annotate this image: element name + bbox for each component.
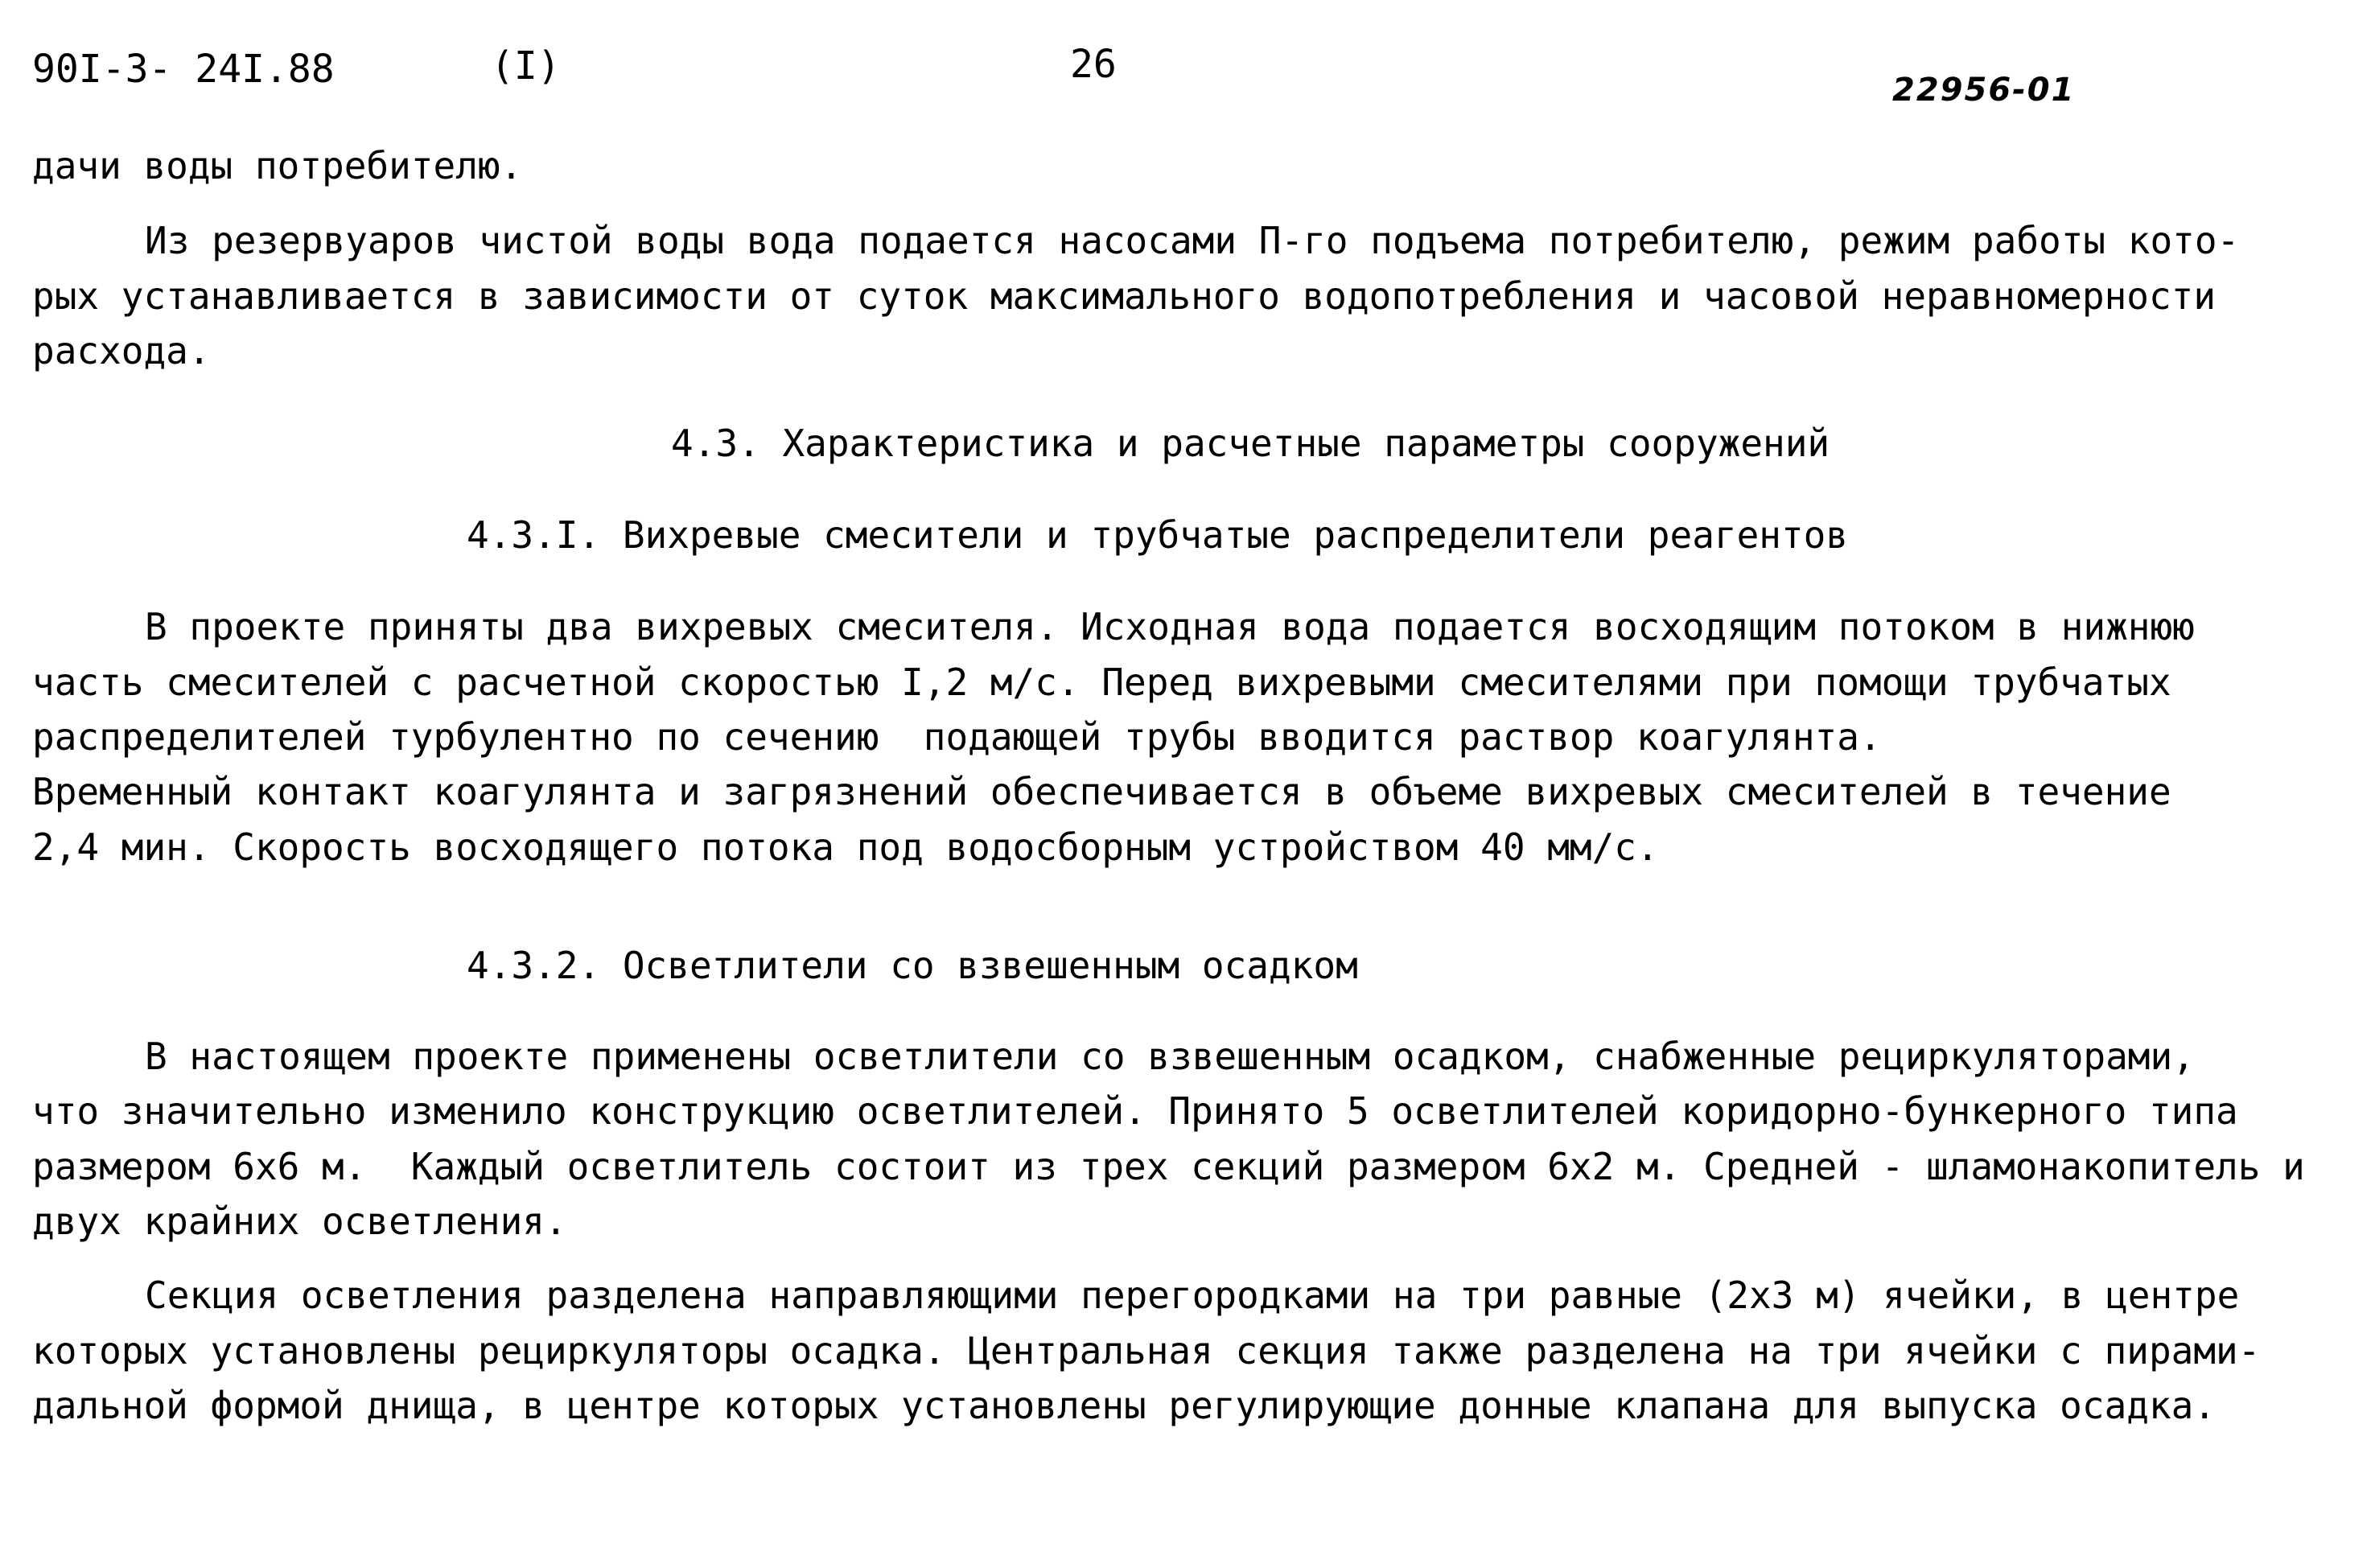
paragraph-line: распределителей турбулентно по сечению подающей трубы вводится раствор коагулянта. [32, 715, 1882, 759]
paragraph-line: Из резервуаров чистой воды вода подается насосами П-го подъема потребителю, режим работы кото- [145, 219, 2240, 262]
section-heading-4-3-1: 4.3.I. Вихревые смесители и трубчатые распределители реагентов [467, 513, 1849, 557]
document-code: 90I-3- 24I.88 [32, 47, 335, 92]
continuation-line: дачи воды потребителю. [32, 144, 523, 187]
sheet-mark: (I) [491, 43, 561, 88]
page-number: 26 [1070, 42, 1117, 87]
paragraph-line: В проекте приняты два вихревых смесителя. Исходная вода подается восходящим потоком в нижнюю [145, 605, 2195, 648]
paragraph-line: В настоящем проекте применены осветлители со взвешенным осадком, снабженные рециркуляторами, [145, 1035, 2195, 1078]
section-heading-4-3-2: 4.3.2. Осветлители со взвешенным осадком [467, 944, 1358, 987]
paragraph-line: двух крайних осветления. [32, 1200, 567, 1243]
archive-number: 22956-01 [1892, 72, 2076, 109]
paragraph-line: 2,4 мин. Скорость восходящего потока под водосборным устройством 40 мм/с. [32, 825, 1659, 869]
paragraph-line: дальной формой днища, в центре которых установлены регулирующие донные клапана для выпуска осадка. [32, 1384, 2217, 1427]
paragraph-line: размером 6х6 м. Каждый осветлитель состоит из трех секций размером 6х2 м. Средней - шламонакопитель и [32, 1145, 2305, 1188]
paragraph-line: Секция осветления разделена направляющими перегородками на три равные (2х3 м) ячейки, в центре [145, 1274, 2240, 1317]
paragraph-line: Временный контакт коагулянта и загрязнений обеспечивается в объеме вихревых смесителей в течение [32, 770, 2171, 813]
paragraph-line: часть смесителей с расчетной скоростью I,2 м/с. Перед вихревыми смесителями при помощи трубчатых [32, 661, 2171, 704]
section-heading-4-3: 4.3. Характеристика и расчетные параметры сооружений [671, 422, 1830, 465]
paragraph-line: рых устанавливается в зависимости от суток максимального водопотребления и часовой неравномерности [32, 274, 2217, 318]
paragraph-line: которых установлены рециркуляторы осадка. Центральная секция также разделена на три ячейки с пирами- [32, 1329, 2261, 1373]
paragraph-line: расхода. [32, 329, 211, 372]
paragraph-line: что значительно изменило конструкцию осветлителей. Принято 5 осветлителей коридорно-бункерного типа [32, 1089, 2238, 1133]
